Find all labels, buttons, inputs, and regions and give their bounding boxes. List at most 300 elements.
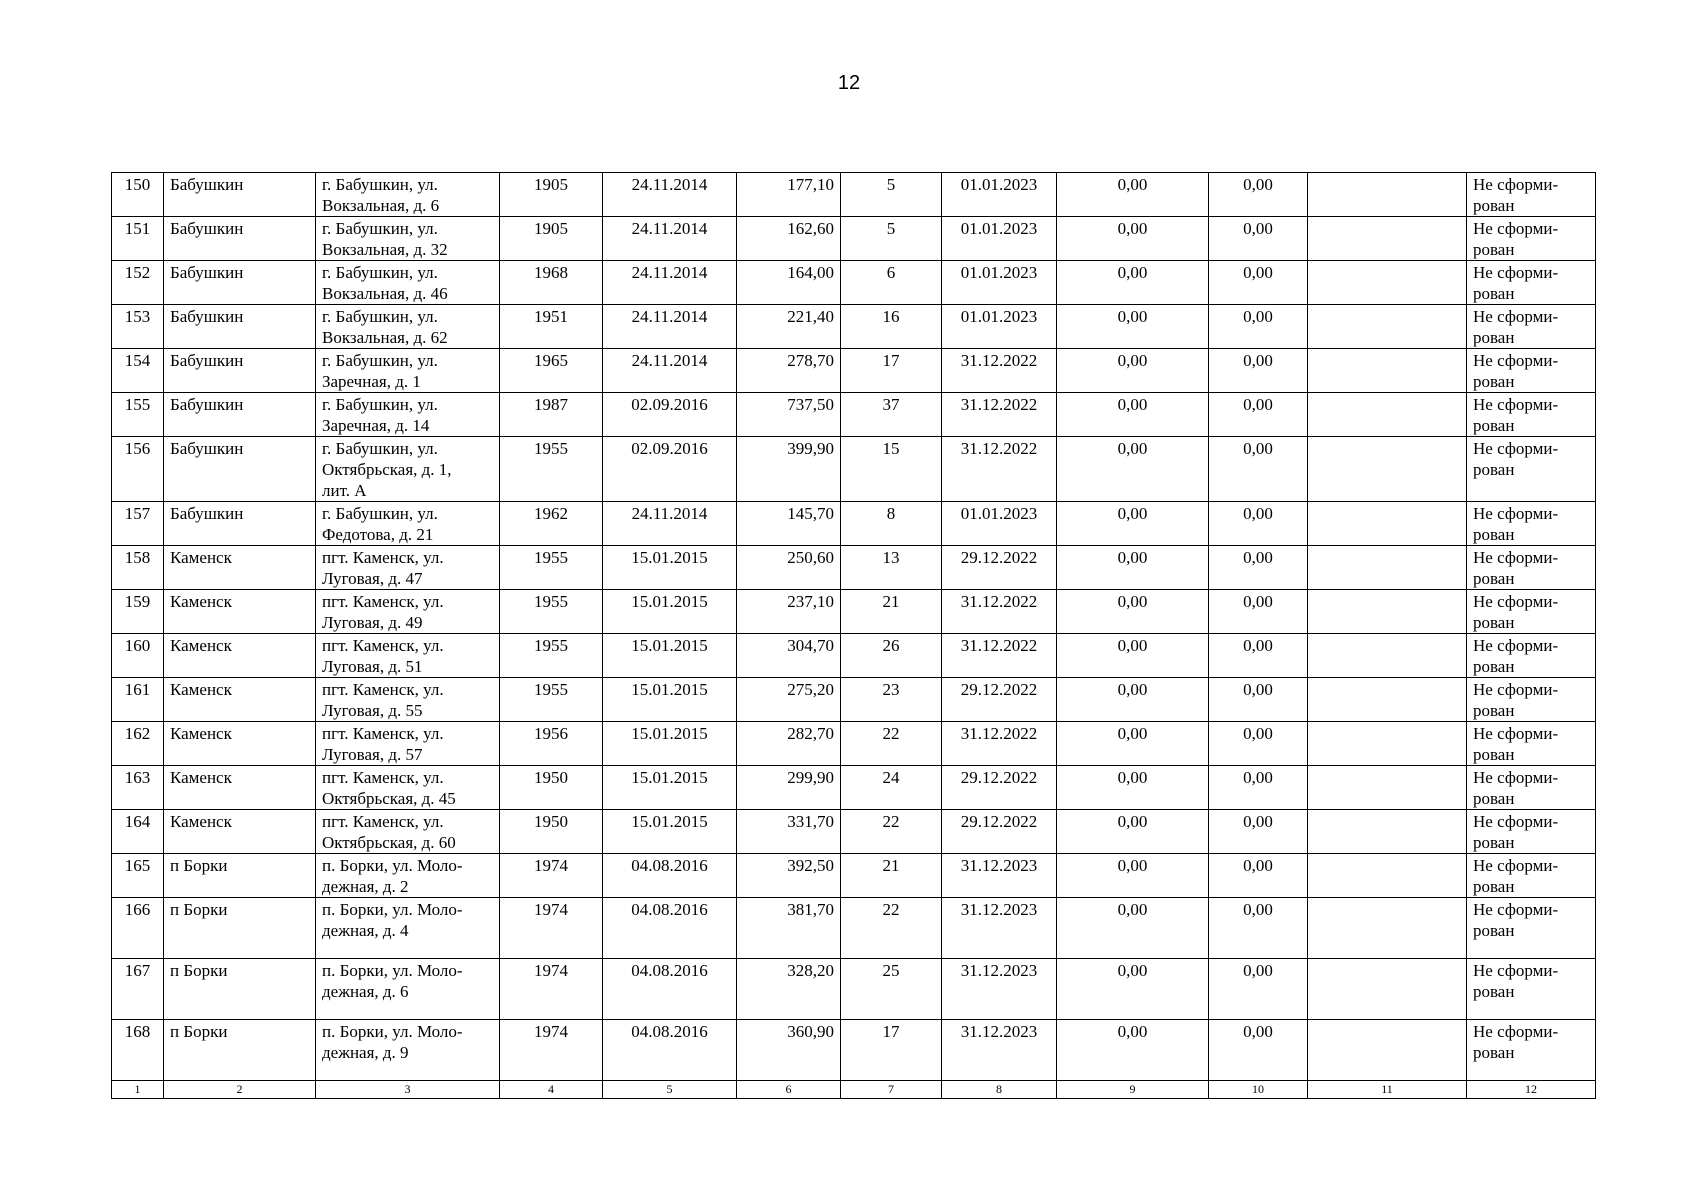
cell-number: 160 xyxy=(112,634,164,678)
cell-locality: п Борки xyxy=(164,854,316,898)
cell-locality: п Борки xyxy=(164,1020,316,1081)
cell-number: 155 xyxy=(112,393,164,437)
cell-year: 1955 xyxy=(500,678,603,722)
cell-count: 21 xyxy=(841,590,942,634)
cell-address-line: дежная, д. 2 xyxy=(322,877,409,896)
table-row xyxy=(112,349,1596,393)
cell-end-date: 31.12.2022 xyxy=(942,349,1057,393)
cell-value-10: 0,00 xyxy=(1209,959,1308,1020)
cell-date: 15.01.2015 xyxy=(603,766,737,810)
cell-address-line: Вокзальная, д. 62 xyxy=(322,328,448,347)
table-row xyxy=(112,678,1596,722)
cell-status-line: рован xyxy=(1473,789,1515,808)
cell-address-line: Октябрьская, д. 1, xyxy=(322,460,452,479)
cell-area: 278,70 xyxy=(737,349,841,393)
cell-area: 237,10 xyxy=(737,590,841,634)
cell-locality: Каменск xyxy=(164,546,316,590)
cell-address xyxy=(316,349,500,393)
cell-value-11 xyxy=(1308,1020,1467,1081)
cell-value-10: 0,00 xyxy=(1209,766,1308,810)
cell-value-10: 0,00 xyxy=(1209,305,1308,349)
cell-locality: Каменск xyxy=(164,766,316,810)
cell-status-line: рован xyxy=(1473,328,1515,347)
cell-area: 328,20 xyxy=(737,959,841,1020)
cell-address-line: г. Бабушкин, ул. xyxy=(322,395,438,414)
cell-status xyxy=(1467,1020,1596,1081)
cell-value-10: 0,00 xyxy=(1209,502,1308,546)
cell-address-line: пгт. Каменск, ул. xyxy=(322,592,444,611)
cell-status-line: Не сформи- xyxy=(1473,856,1559,875)
cell-address xyxy=(316,393,500,437)
cell-value-10: 0,00 xyxy=(1209,217,1308,261)
cell-locality: Бабушкин xyxy=(164,437,316,502)
cell-area: 331,70 xyxy=(737,810,841,854)
cell-area: 360,90 xyxy=(737,1020,841,1081)
cell-count: 6 xyxy=(841,261,942,305)
cell-area: 304,70 xyxy=(737,634,841,678)
cell-status-line: Не сформи- xyxy=(1473,592,1559,611)
table-row xyxy=(112,502,1596,546)
cell-number: 161 xyxy=(112,678,164,722)
cell-end-date: 31.12.2022 xyxy=(942,590,1057,634)
cell-status xyxy=(1467,546,1596,590)
cell-end-date: 01.01.2023 xyxy=(942,502,1057,546)
cell-value-9: 0,00 xyxy=(1057,634,1209,678)
cell-end-date: 01.01.2023 xyxy=(942,261,1057,305)
cell-count: 22 xyxy=(841,722,942,766)
cell-area: 145,70 xyxy=(737,502,841,546)
column-number: 11 xyxy=(1308,1081,1467,1099)
cell-address xyxy=(316,173,500,217)
cell-number: 159 xyxy=(112,590,164,634)
cell-address-line: лит. А xyxy=(322,481,367,500)
cell-date: 15.01.2015 xyxy=(603,810,737,854)
table-row xyxy=(112,217,1596,261)
cell-end-date: 31.12.2023 xyxy=(942,1020,1057,1081)
cell-locality: Бабушкин xyxy=(164,349,316,393)
cell-count: 15 xyxy=(841,437,942,502)
cell-status-line: рован xyxy=(1473,877,1515,896)
cell-date: 24.11.2014 xyxy=(603,349,737,393)
cell-year: 1956 xyxy=(500,722,603,766)
cell-status xyxy=(1467,305,1596,349)
column-number: 8 xyxy=(942,1081,1057,1099)
cell-end-date: 31.12.2023 xyxy=(942,854,1057,898)
cell-locality: Каменск xyxy=(164,722,316,766)
cell-status-line: рован xyxy=(1473,416,1515,435)
table-row xyxy=(112,393,1596,437)
cell-value-10: 0,00 xyxy=(1209,393,1308,437)
cell-area: 164,00 xyxy=(737,261,841,305)
cell-status-line: Не сформи- xyxy=(1473,900,1559,919)
cell-status-line: Не сформи- xyxy=(1473,351,1559,370)
cell-locality: Каменск xyxy=(164,590,316,634)
cell-end-date: 31.12.2022 xyxy=(942,437,1057,502)
cell-status-line: рован xyxy=(1473,657,1515,676)
cell-value-9: 0,00 xyxy=(1057,305,1209,349)
cell-status-line: Не сформи- xyxy=(1473,263,1559,282)
cell-value-10: 0,00 xyxy=(1209,1020,1308,1081)
cell-status xyxy=(1467,766,1596,810)
cell-end-date: 29.12.2022 xyxy=(942,678,1057,722)
table-row xyxy=(112,261,1596,305)
cell-status-line: Не сформи- xyxy=(1473,961,1559,980)
cell-status xyxy=(1467,261,1596,305)
cell-value-10: 0,00 xyxy=(1209,898,1308,959)
cell-count: 5 xyxy=(841,217,942,261)
table-row xyxy=(112,1020,1596,1081)
cell-status xyxy=(1467,349,1596,393)
cell-date: 04.08.2016 xyxy=(603,854,737,898)
cell-address-line: г. Бабушкин, ул. xyxy=(322,175,438,194)
cell-status-line: Не сформи- xyxy=(1473,724,1559,743)
cell-address-line: Вокзальная, д. 32 xyxy=(322,240,448,259)
cell-address-line: п. Борки, ул. Моло- xyxy=(322,900,463,919)
cell-status-line: рован xyxy=(1473,569,1515,588)
cell-status-line: Не сформи- xyxy=(1473,504,1559,523)
cell-date: 24.11.2014 xyxy=(603,173,737,217)
cell-value-10: 0,00 xyxy=(1209,810,1308,854)
cell-status-line: рован xyxy=(1473,460,1515,479)
cell-address xyxy=(316,678,500,722)
cell-value-9: 0,00 xyxy=(1057,349,1209,393)
cell-number: 150 xyxy=(112,173,164,217)
cell-status-line: рован xyxy=(1473,240,1515,259)
cell-locality: п Борки xyxy=(164,959,316,1020)
cell-year: 1974 xyxy=(500,854,603,898)
cell-address-line: Луговая, д. 57 xyxy=(322,745,423,764)
cell-status-line: Не сформи- xyxy=(1473,175,1559,194)
cell-address xyxy=(316,959,500,1020)
cell-address-line: г. Бабушкин, ул. xyxy=(322,439,438,458)
column-number: 1 xyxy=(112,1081,164,1099)
cell-locality: Бабушкин xyxy=(164,217,316,261)
cell-status xyxy=(1467,810,1596,854)
cell-end-date: 31.12.2023 xyxy=(942,898,1057,959)
cell-value-9: 0,00 xyxy=(1057,854,1209,898)
cell-status xyxy=(1467,590,1596,634)
cell-value-9: 0,00 xyxy=(1057,959,1209,1020)
cell-address xyxy=(316,502,500,546)
cell-end-date: 01.01.2023 xyxy=(942,217,1057,261)
cell-value-11 xyxy=(1308,437,1467,502)
cell-status-line: рован xyxy=(1473,1043,1515,1062)
cell-locality: Бабушкин xyxy=(164,305,316,349)
cell-status xyxy=(1467,502,1596,546)
cell-year: 1905 xyxy=(500,173,603,217)
cell-count: 21 xyxy=(841,854,942,898)
cell-value-11 xyxy=(1308,502,1467,546)
cell-address-line: Вокзальная, д. 6 xyxy=(322,196,440,215)
cell-number: 154 xyxy=(112,349,164,393)
cell-end-date: 29.12.2022 xyxy=(942,810,1057,854)
cell-status-line: Не сформи- xyxy=(1473,768,1559,787)
cell-year: 1974 xyxy=(500,1020,603,1081)
cell-value-11 xyxy=(1308,261,1467,305)
cell-value-9: 0,00 xyxy=(1057,437,1209,502)
cell-status xyxy=(1467,678,1596,722)
cell-count: 17 xyxy=(841,349,942,393)
cell-end-date: 31.12.2022 xyxy=(942,722,1057,766)
cell-address-line: г. Бабушкин, ул. xyxy=(322,263,438,282)
cell-value-11 xyxy=(1308,766,1467,810)
cell-value-9: 0,00 xyxy=(1057,546,1209,590)
cell-date: 02.09.2016 xyxy=(603,393,737,437)
cell-value-9: 0,00 xyxy=(1057,722,1209,766)
cell-number: 165 xyxy=(112,854,164,898)
cell-value-11 xyxy=(1308,678,1467,722)
cell-end-date: 31.12.2022 xyxy=(942,393,1057,437)
cell-status xyxy=(1467,959,1596,1020)
column-number: 5 xyxy=(603,1081,737,1099)
table-row xyxy=(112,173,1596,217)
cell-end-date: 29.12.2022 xyxy=(942,766,1057,810)
cell-date: 24.11.2014 xyxy=(603,261,737,305)
cell-value-9: 0,00 xyxy=(1057,173,1209,217)
cell-value-9: 0,00 xyxy=(1057,502,1209,546)
cell-area: 221,40 xyxy=(737,305,841,349)
cell-address xyxy=(316,634,500,678)
cell-status-line: Не сформи- xyxy=(1473,439,1559,458)
cell-address-line: пгт. Каменск, ул. xyxy=(322,636,444,655)
cell-status xyxy=(1467,854,1596,898)
cell-count: 25 xyxy=(841,959,942,1020)
cell-date: 04.08.2016 xyxy=(603,1020,737,1081)
cell-number: 158 xyxy=(112,546,164,590)
cell-date: 24.11.2014 xyxy=(603,502,737,546)
cell-number: 151 xyxy=(112,217,164,261)
cell-value-9: 0,00 xyxy=(1057,261,1209,305)
cell-address-line: п. Борки, ул. Моло- xyxy=(322,1022,463,1041)
column-number: 4 xyxy=(500,1081,603,1099)
cell-value-9: 0,00 xyxy=(1057,898,1209,959)
cell-area: 399,90 xyxy=(737,437,841,502)
cell-value-10: 0,00 xyxy=(1209,854,1308,898)
housing-registry-table xyxy=(111,172,1596,1099)
cell-value-11 xyxy=(1308,898,1467,959)
column-number-row xyxy=(112,1081,1596,1099)
cell-status-line: рован xyxy=(1473,701,1515,720)
cell-status-line: рован xyxy=(1473,613,1515,632)
cell-year: 1950 xyxy=(500,810,603,854)
cell-status xyxy=(1467,173,1596,217)
cell-status-line: Не сформи- xyxy=(1473,395,1559,414)
cell-value-10: 0,00 xyxy=(1209,437,1308,502)
cell-count: 5 xyxy=(841,173,942,217)
column-number: 2 xyxy=(164,1081,316,1099)
cell-year: 1968 xyxy=(500,261,603,305)
cell-value-9: 0,00 xyxy=(1057,678,1209,722)
cell-locality: Каменск xyxy=(164,678,316,722)
cell-number: 162 xyxy=(112,722,164,766)
cell-number: 166 xyxy=(112,898,164,959)
cell-value-9: 0,00 xyxy=(1057,766,1209,810)
cell-value-10: 0,00 xyxy=(1209,546,1308,590)
cell-value-10: 0,00 xyxy=(1209,590,1308,634)
column-number: 6 xyxy=(737,1081,841,1099)
cell-count: 17 xyxy=(841,1020,942,1081)
cell-date: 24.11.2014 xyxy=(603,217,737,261)
cell-value-9: 0,00 xyxy=(1057,393,1209,437)
cell-date: 15.01.2015 xyxy=(603,590,737,634)
cell-area: 177,10 xyxy=(737,173,841,217)
cell-address xyxy=(316,305,500,349)
cell-status-line: рован xyxy=(1473,982,1515,1001)
cell-address-line: Луговая, д. 55 xyxy=(322,701,423,720)
cell-value-11 xyxy=(1308,305,1467,349)
cell-status-line: рован xyxy=(1473,921,1515,940)
cell-date: 15.01.2015 xyxy=(603,546,737,590)
table-row xyxy=(112,437,1596,502)
cell-value-10: 0,00 xyxy=(1209,173,1308,217)
cell-address-line: дежная, д. 4 xyxy=(322,921,409,940)
table-row xyxy=(112,305,1596,349)
cell-value-11 xyxy=(1308,634,1467,678)
cell-address-line: Октябрьская, д. 60 xyxy=(322,833,456,852)
cell-number: 168 xyxy=(112,1020,164,1081)
cell-value-10: 0,00 xyxy=(1209,349,1308,393)
cell-address-line: Федотова, д. 21 xyxy=(322,525,434,544)
cell-address-line: пгт. Каменск, ул. xyxy=(322,724,444,743)
cell-address xyxy=(316,810,500,854)
cell-value-11 xyxy=(1308,959,1467,1020)
cell-address-line: Заречная, д. 14 xyxy=(322,416,430,435)
cell-locality: Бабушкин xyxy=(164,173,316,217)
cell-value-11 xyxy=(1308,173,1467,217)
cell-end-date: 29.12.2022 xyxy=(942,546,1057,590)
cell-number: 164 xyxy=(112,810,164,854)
cell-address-line: Луговая, д. 47 xyxy=(322,569,423,588)
cell-value-10: 0,00 xyxy=(1209,261,1308,305)
table-row xyxy=(112,590,1596,634)
cell-year: 1955 xyxy=(500,546,603,590)
cell-address-line: п. Борки, ул. Моло- xyxy=(322,961,463,980)
cell-locality: Бабушкин xyxy=(164,393,316,437)
cell-end-date: 31.12.2022 xyxy=(942,634,1057,678)
cell-status xyxy=(1467,722,1596,766)
cell-address xyxy=(316,437,500,502)
cell-year: 1955 xyxy=(500,437,603,502)
table-row xyxy=(112,766,1596,810)
column-number: 7 xyxy=(841,1081,942,1099)
cell-status xyxy=(1467,634,1596,678)
cell-status-line: рован xyxy=(1473,525,1515,544)
cell-count: 16 xyxy=(841,305,942,349)
cell-year: 1965 xyxy=(500,349,603,393)
cell-value-11 xyxy=(1308,854,1467,898)
cell-address-line: Вокзальная, д. 46 xyxy=(322,284,448,303)
cell-year: 1974 xyxy=(500,959,603,1020)
cell-date: 04.08.2016 xyxy=(603,959,737,1020)
cell-date: 15.01.2015 xyxy=(603,722,737,766)
column-number: 10 xyxy=(1209,1081,1308,1099)
cell-count: 13 xyxy=(841,546,942,590)
cell-number: 153 xyxy=(112,305,164,349)
cell-area: 250,60 xyxy=(737,546,841,590)
cell-year: 1951 xyxy=(500,305,603,349)
cell-status-line: рован xyxy=(1473,833,1515,852)
cell-date: 04.08.2016 xyxy=(603,898,737,959)
cell-status xyxy=(1467,393,1596,437)
cell-address-line: Заречная, д. 1 xyxy=(322,372,421,391)
table-row xyxy=(112,722,1596,766)
cell-value-10: 0,00 xyxy=(1209,634,1308,678)
cell-locality: Каменск xyxy=(164,810,316,854)
cell-value-9: 0,00 xyxy=(1057,810,1209,854)
cell-status-line: рован xyxy=(1473,745,1515,764)
column-number: 12 xyxy=(1467,1081,1596,1099)
cell-value-11 xyxy=(1308,349,1467,393)
cell-status-line: рован xyxy=(1473,284,1515,303)
table-row xyxy=(112,634,1596,678)
cell-year: 1905 xyxy=(500,217,603,261)
column-number: 3 xyxy=(316,1081,500,1099)
cell-status xyxy=(1467,217,1596,261)
cell-status-line: Не сформи- xyxy=(1473,219,1559,238)
cell-address xyxy=(316,766,500,810)
cell-count: 26 xyxy=(841,634,942,678)
cell-address-line: п. Борки, ул. Моло- xyxy=(322,856,463,875)
cell-status-line: Не сформи- xyxy=(1473,812,1559,831)
cell-count: 22 xyxy=(841,810,942,854)
cell-status xyxy=(1467,437,1596,502)
cell-address-line: г. Бабушкин, ул. xyxy=(322,504,438,523)
cell-value-11 xyxy=(1308,590,1467,634)
cell-count: 8 xyxy=(841,502,942,546)
cell-count: 37 xyxy=(841,393,942,437)
cell-date: 15.01.2015 xyxy=(603,678,737,722)
cell-year: 1962 xyxy=(500,502,603,546)
cell-end-date: 31.12.2023 xyxy=(942,959,1057,1020)
cell-value-9: 0,00 xyxy=(1057,217,1209,261)
table-row xyxy=(112,546,1596,590)
cell-address xyxy=(316,722,500,766)
cell-value-10: 0,00 xyxy=(1209,678,1308,722)
cell-address xyxy=(316,898,500,959)
cell-address-line: Луговая, д. 51 xyxy=(322,657,423,676)
cell-value-10: 0,00 xyxy=(1209,722,1308,766)
cell-number: 167 xyxy=(112,959,164,1020)
cell-number: 152 xyxy=(112,261,164,305)
cell-year: 1974 xyxy=(500,898,603,959)
cell-year: 1955 xyxy=(500,634,603,678)
table-row xyxy=(112,898,1596,959)
page-number: 12 xyxy=(837,72,861,94)
column-number: 9 xyxy=(1057,1081,1209,1099)
cell-date: 24.11.2014 xyxy=(603,305,737,349)
cell-locality: Бабушкин xyxy=(164,502,316,546)
cell-status xyxy=(1467,898,1596,959)
cell-address-line: пгт. Каменск, ул. xyxy=(322,548,444,567)
cell-value-11 xyxy=(1308,546,1467,590)
cell-status-line: Не сформи- xyxy=(1473,636,1559,655)
cell-address xyxy=(316,546,500,590)
cell-address-line: дежная, д. 6 xyxy=(322,982,409,1001)
cell-end-date: 01.01.2023 xyxy=(942,305,1057,349)
cell-area: 162,60 xyxy=(737,217,841,261)
table-row xyxy=(112,854,1596,898)
cell-count: 22 xyxy=(841,898,942,959)
cell-year: 1950 xyxy=(500,766,603,810)
cell-date: 02.09.2016 xyxy=(603,437,737,502)
cell-address-line: пгт. Каменск, ул. xyxy=(322,812,444,831)
cell-address xyxy=(316,1020,500,1081)
cell-address xyxy=(316,217,500,261)
cell-area: 282,70 xyxy=(737,722,841,766)
cell-year: 1955 xyxy=(500,590,603,634)
cell-number: 157 xyxy=(112,502,164,546)
table-row xyxy=(112,810,1596,854)
